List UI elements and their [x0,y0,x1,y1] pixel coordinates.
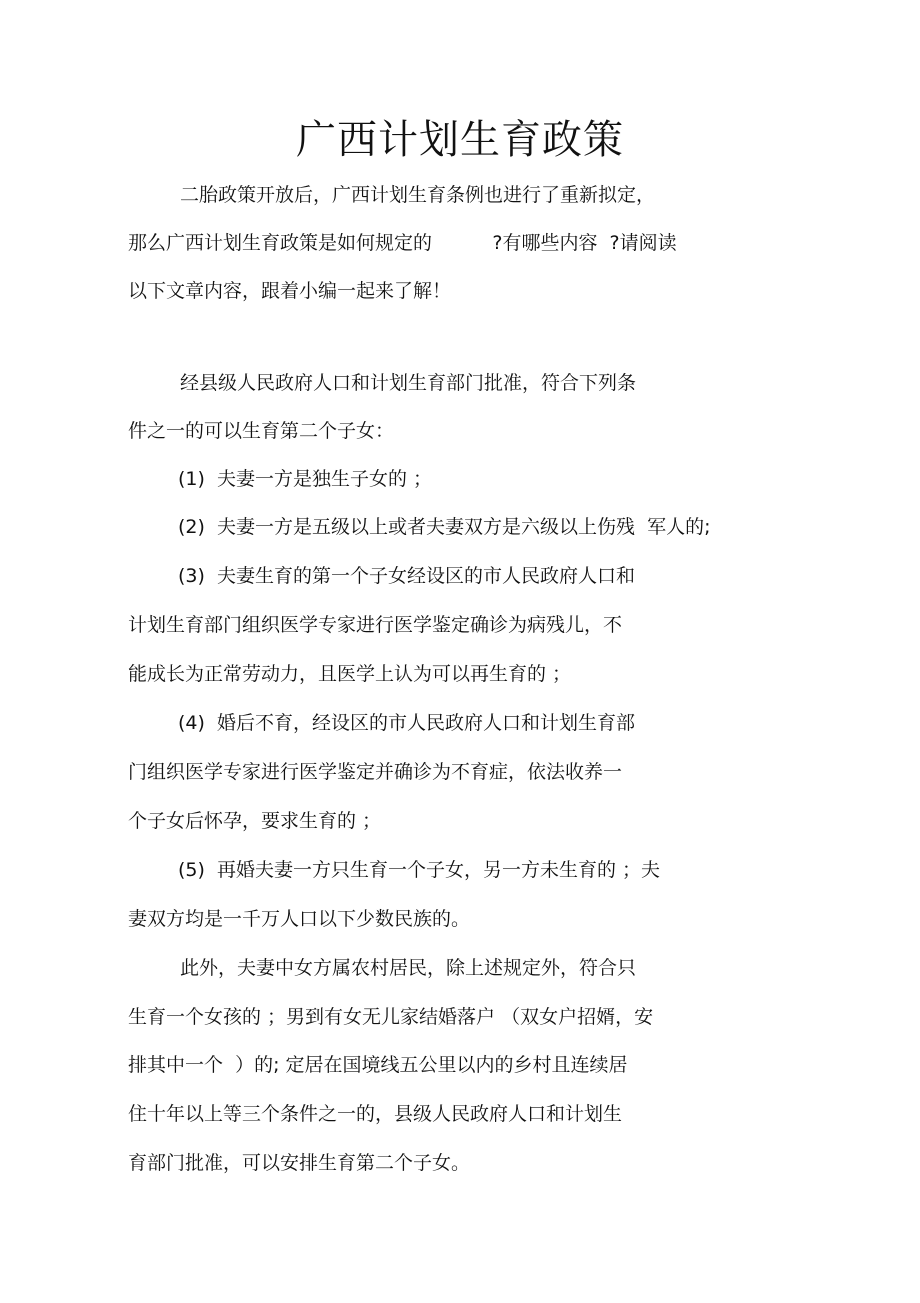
document-title: 广西计划生育政策 [296,117,624,163]
list-item-3-line-1: (3) 夫妻生育的第一个子女经设区的市人民政府人口和 [178,565,635,587]
closing-line-2: 生育一个女孩的 ；男到有女无儿家结婚落户 （双女户招婿，安 [128,1006,654,1028]
closing-line-1: 此外，夫妻中女方属农村居民，除上述规定外，符合只 [180,957,637,979]
intro-line-2: 那么广西计划生育政策是如何规定的 ?有哪些内容 ?请阅读 [128,232,677,254]
intro-line-3: 以下文章内容，跟着小编一起来了解！ [128,280,452,302]
body-line-2: 件之一的可以生育第二个子女： [128,420,395,442]
body-line-1: 经县级人民政府人口和计划生育部门批准，符合下列条 [180,372,637,394]
intro-line-1: 二胎政策开放后，广西计划生育条例也进行了重新拟定， [180,184,656,206]
list-item-5-line-1: (5) 再婚夫妻一方只生育一个子女，另一方未生育的 ；夫 [178,859,661,881]
list-item-3-line-2: 计划生育部门组织医学专家进行医学鉴定确诊为病残儿，不 [128,614,623,636]
closing-line-3: 排其中一个 ）的; 定居在国境线五公里以内的乡村且连续居 [128,1054,628,1076]
closing-line-5: 育部门批准，可以安排生育第二个子女。 [128,1152,471,1174]
list-item-1: (1) 夫妻一方是独生子女的 ； [178,468,433,490]
list-item-4-line-1: (4) 婚后不育，经设区的市人民政府人口和计划生育部 [178,712,635,734]
closing-line-4: 住十年以上等三个条件之一的，县级人民政府人口和计划生 [128,1103,623,1125]
list-item-4-line-2: 门组织医学专家进行医学鉴定并确诊为不育症，依法收养一 [128,761,623,783]
list-item-2: (2) 夫妻一方是五级以上或者夫妻双方是六级以上伤残 军人的; [178,516,711,538]
list-item-4-line-3: 个子女后怀孕，要求生育的 ； [128,810,382,832]
list-item-5-line-2: 妻双方均是一千万人口以下少数民族的。 [128,908,471,930]
list-item-3-line-3: 能成长为正常劳动力，且医学上认为可以再生育的 ； [128,663,572,685]
